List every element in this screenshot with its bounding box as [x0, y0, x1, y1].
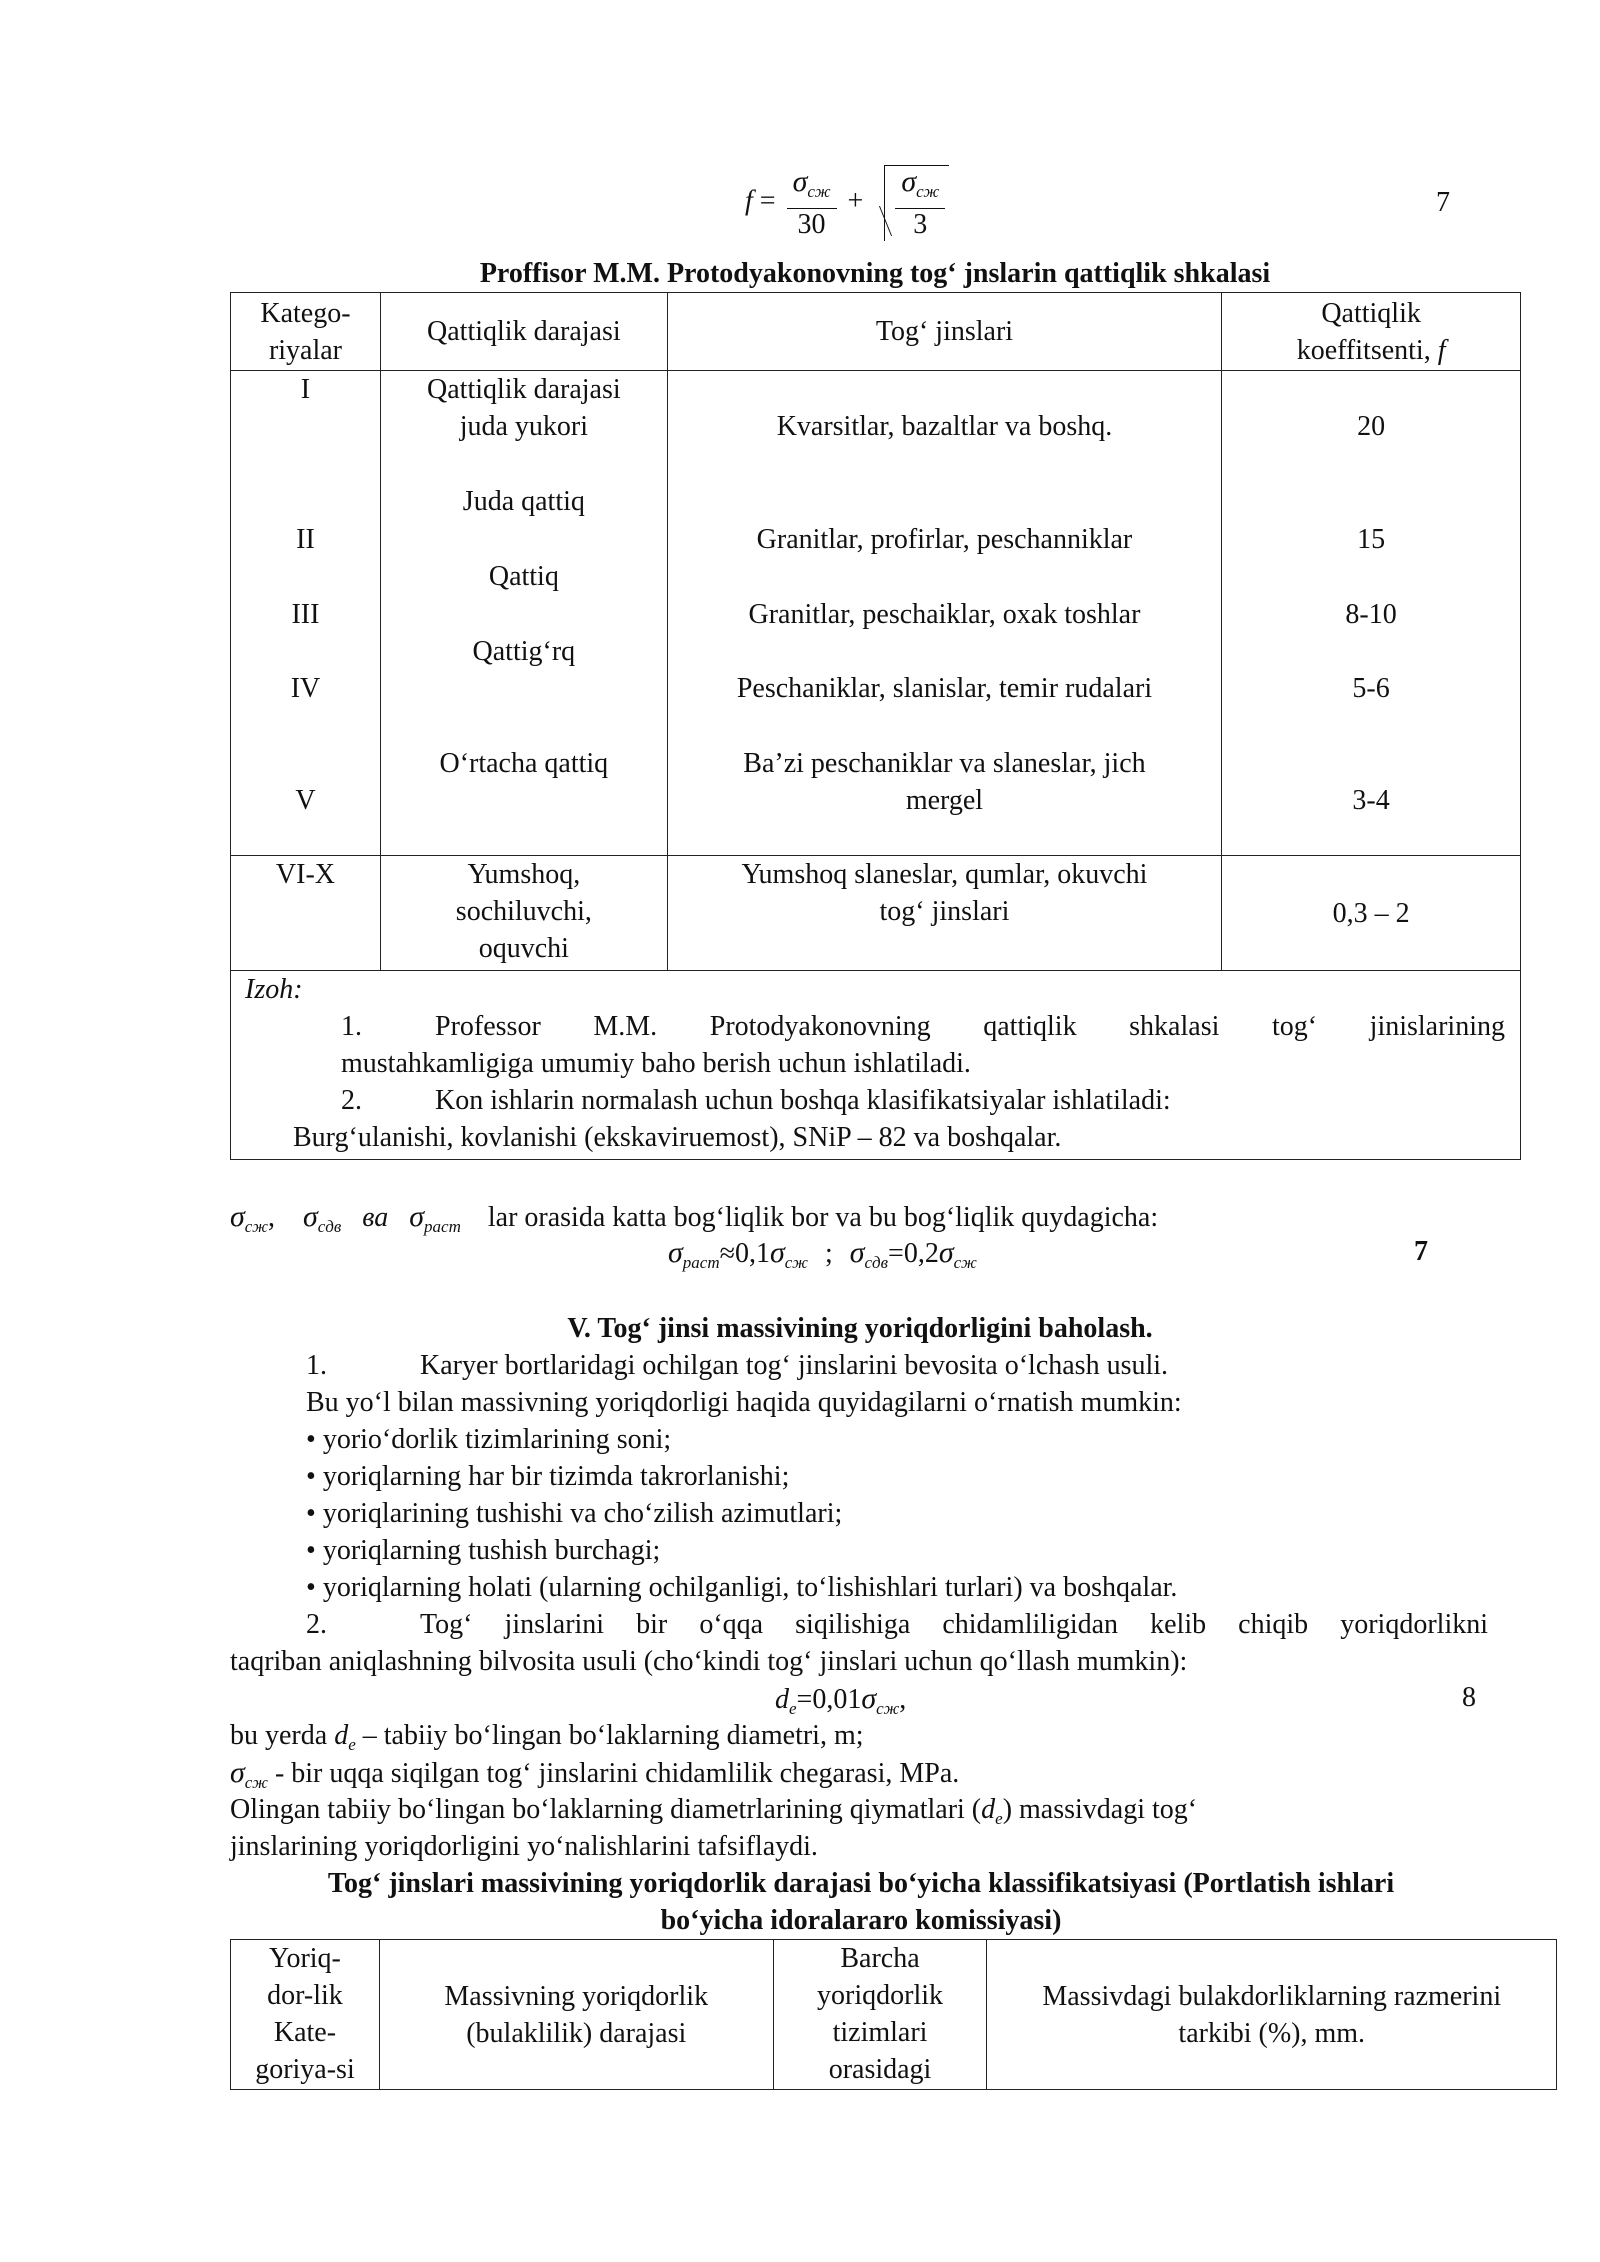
header-line: tizimlari: [832, 2017, 928, 2048]
header-line: dor-lik: [267, 1980, 343, 2011]
category-iii: III: [291, 599, 320, 630]
degree-line: Yumshoq,: [467, 859, 581, 890]
sigma-sub-szh: сж: [876, 1699, 900, 1718]
rock-line: Granitlar, peschaiklar, oxak toshlar: [748, 599, 1141, 630]
table-row-vi-x: [231, 856, 1521, 971]
table2-caption-line1: Tog‘ jinslari massivining yoriqdorlik darajasi bo‘yicha klassifikatsiyasi (Portlatish ishlari: [327, 1868, 1395, 1899]
where-pre: bu yerda: [230, 1720, 335, 1751]
denominator-30: 30: [797, 208, 826, 240]
formula-d: d: [775, 1684, 789, 1715]
degree-line: oquvchi: [478, 933, 569, 964]
degree-vi-x: [380, 856, 667, 971]
note2-text: Kon ishlarin normalash uchun boshqa klasifikatsiyalar ishlatiladi:: [435, 1085, 1171, 1116]
bullet-text: yoriqlarning holati (ularning ochilganligi, to‘lishishlari turlari) va boshqalar.: [322, 1572, 1178, 1603]
header-line: orasidagi: [828, 2054, 932, 2085]
rock-line: Granitlar, profirlar, peschanniklar: [756, 524, 1133, 555]
item1-text: Karyer bortlaridagi ochilgan tog‘ jinslarini bevosita o‘lchash usuli.: [420, 1350, 1169, 1381]
relation-separator: ;: [824, 1238, 833, 1269]
bullet-item: • yoriqlarning tushish burchagi;: [306, 1535, 661, 1566]
sigma-symbol: σ: [409, 1200, 425, 1233]
section5-intro: Bu yo‘l bilan massivning yoriqdorligi haqida quyidagilarni o‘rnatish mumkin:: [306, 1387, 1182, 1418]
coef-value: 15: [1357, 524, 1386, 555]
degree-line: Qattiq: [488, 561, 559, 592]
cell-coefs-i-v: [1222, 371, 1521, 856]
bullet-text: yoriqlarning tushish burchagi;: [322, 1535, 661, 1566]
header-line: Massivdagi bulakdorliklarning razmerini: [1042, 1980, 1502, 2012]
note1-number: 1.: [341, 1011, 362, 1042]
header-text: riyalar: [268, 334, 342, 366]
note1-line1: Professor M.M. Protodyakonovning qattiqlik shkalasi tog‘ jinislarining: [435, 1011, 1505, 1042]
header-line: tarkibi (%), mm.: [1178, 2017, 1366, 2049]
equation-number-7b: 7: [1414, 1236, 1428, 1267]
relation-eq: =0,2: [888, 1238, 939, 1269]
formula-comma: ,: [899, 1684, 907, 1715]
header-categories: [231, 293, 381, 371]
formula-fraction-2: [895, 166, 945, 241]
header-line: goriya-si: [255, 2054, 355, 2085]
relation-approx: ≈0,1: [719, 1238, 770, 1269]
header-text: Katego-: [260, 297, 351, 329]
header-block-size-composition: [987, 1940, 1557, 2090]
formula-f: f: [745, 185, 753, 217]
bullet-item: • yoriqlarning har bir tizimda takrorlanishi;: [306, 1461, 790, 1492]
rock-line: tog‘ jinslari: [879, 896, 1010, 927]
table1-caption: Proffisor M.M. Protodyakonovning tog‘ jnslarin qattiqlik shkalasi: [479, 258, 1271, 289]
va-word: ва: [362, 1202, 389, 1233]
rock-line: Kvarsitlar, bazaltlar va boshq.: [776, 411, 1113, 442]
formula-d: d: [334, 1720, 349, 1751]
note1-line2: mustahkamligiga umumiy baho berish uchun ishlatiladi.: [341, 1048, 971, 1079]
formula-d-sub: e: [789, 1699, 797, 1718]
sigma-symbol: σ: [861, 1682, 877, 1715]
cell-degrees-i-v: [380, 371, 667, 856]
item2-line1: Tog‘ jinslarini bir o‘qqa siqilishiga chidamliligidan kelib chiqib yoriqdorlikni: [420, 1609, 1488, 1640]
header-line: yoriqdorlik: [817, 1980, 944, 2011]
sigma-sub-szh: сж: [244, 1773, 268, 1792]
sigma-symbol: σ: [668, 1236, 683, 1269]
table2-header-row: [231, 1940, 1557, 2090]
sigma-sub-sdv: сдв: [317, 1217, 342, 1236]
bullet-item: • yoriqlarining tushishi va cho‘zilish azimutlari;: [306, 1498, 843, 1529]
relation-formula: [668, 1234, 977, 1281]
header-line: (bulaklilik) darajasi: [466, 2017, 687, 2049]
sigma-subscript: сж: [807, 181, 831, 201]
formula-eq: =: [759, 185, 776, 217]
header-fracture-degree: [379, 1940, 773, 2090]
header-between-systems: [773, 1940, 987, 2090]
formula-fraction-1: [787, 166, 837, 241]
fracture-classification-table: [230, 1939, 1557, 2090]
table-note-row: [231, 971, 1521, 1160]
para-pre: Olingan tabiiy bo‘lingan bo‘laklarning diametrlarining qiymatlari (: [230, 1794, 982, 1825]
note-title: Izoh:: [245, 974, 303, 1005]
sigma-sub-szh: сж: [244, 1217, 268, 1236]
sigma-symbol: σ: [230, 1200, 245, 1233]
sigma-def-text: - bir uqqa siqilgan tog‘ jinslarini chidamlilik chegarasi, MPa.: [267, 1758, 960, 1789]
coef-vi-x: 0,3 – 2: [1222, 856, 1521, 971]
sqrt-sign: [884, 165, 949, 241]
formula-d-sub: e: [995, 1809, 1003, 1828]
category-i: I: [300, 374, 311, 405]
degree-line: sochiluvchi,: [455, 896, 592, 927]
degree-line: O‘rtacha qattiq: [439, 748, 609, 779]
sigma-relation-line: $\sigma_{сж}$, $\sigma_{сдв}$ ва $\sigma_{раст}$ lar orasida katta bog‘liqlik bor va bu bog‘liqlik quydagicha:: [230, 1200, 1159, 1236]
header-symbol: f: [1437, 334, 1446, 366]
table2-caption-line2: bo‘yicha idoralararo komissiyasi): [660, 1905, 1062, 1936]
category-vi-x: VI-X: [231, 856, 381, 971]
bullet-item: • yorio‘dorlik tizimlarining soni;: [306, 1424, 672, 1455]
sigma-sub-szh: сж: [953, 1253, 977, 1272]
where-post: – tabiiy bo‘lingan bo‘laklarning diametri, m;: [355, 1720, 864, 1751]
item1-number: 1.: [306, 1350, 327, 1381]
sigma-symbol: σ: [938, 1236, 954, 1269]
equation-number-8: 8: [1462, 1682, 1476, 1713]
note3-text: Burg‘ulanishi, kovlanishi (ekskaviruemost), SNiP – 82 va boshqalar.: [293, 1122, 1062, 1153]
category-ii: II: [296, 524, 315, 555]
category-v: V: [295, 785, 316, 816]
header-line: Kate-: [273, 2017, 337, 2048]
table-row-i-v: [231, 371, 1521, 856]
sigma-sub-rast: раст: [424, 1217, 461, 1236]
section5-title: V. Tog‘ jinsi massivining yoriqdorligini baholash.: [567, 1313, 1153, 1344]
sigma-sub-szh: сж: [784, 1253, 808, 1272]
hardness-scale-table: [230, 292, 1521, 1160]
table-header-row: [231, 293, 1521, 371]
coef-value: 3-4: [1352, 785, 1390, 816]
cell-categories-i-v: [231, 371, 381, 856]
header-rocks: Tog‘ jinslari: [667, 293, 1221, 371]
header-text: koeffitsenti,: [1296, 334, 1438, 366]
degree-line: Juda qattiq: [462, 486, 585, 517]
para-post: ) massivdagi tog‘: [1002, 1794, 1198, 1825]
formula-d-sub: e: [348, 1735, 356, 1754]
header-line: Massivning yoriqdorlik: [444, 1980, 709, 2012]
sigma-sub-sdv: сдв: [864, 1253, 889, 1272]
header-line: Yoriq-: [269, 1943, 341, 1974]
degree-line: Qattiqlik darajasi: [427, 374, 621, 405]
sigma-subscript: сж: [916, 182, 940, 201]
item2-number: 2.: [306, 1609, 327, 1640]
relation-text: lar orasida katta bog‘liqlik bor va bu bog‘liqlik quydagicha:: [487, 1202, 1159, 1233]
bullet-item: • yoriqlarning holati (ularning ochilganligi, to‘lishishlari turlari) va boshqalar.: [306, 1572, 1178, 1603]
formula-hardness-coefficient: [745, 165, 949, 241]
header-text: Qattiqlik: [1321, 297, 1421, 329]
coef-value: 5-6: [1352, 673, 1390, 704]
sigma-symbol: σ: [770, 1236, 785, 1269]
rock-line: Ba’zi peschaniklar va slaneslar, jich: [743, 748, 1146, 779]
rock-line: Peschaniklar, slanislar, temir rudalari: [736, 673, 1153, 704]
formula-rhs: =0,01: [796, 1684, 862, 1715]
para-line2: jinslarining yoriqdorligini yo‘nalishlarini tafsiflaydi.: [230, 1831, 818, 1862]
bullet-text: yoriqlarining tushishi va cho‘zilish azimutlari;: [322, 1498, 843, 1529]
header-hardness-degree: Qattiqlik darajasi: [380, 293, 667, 371]
category-iv: IV: [290, 673, 321, 704]
note-cell: [231, 971, 1521, 1160]
item2-line2: taqriban aniqlashning bilvosita usuli (cho‘kindi tog‘ jinslari uchun qo‘llash mumkin):: [230, 1646, 1188, 1677]
header-line: Barcha: [840, 1943, 920, 1974]
note2-number: 2.: [341, 1085, 362, 1116]
rock-line: mergel: [905, 785, 984, 816]
sigma-symbol: σ: [230, 1756, 245, 1789]
sigma-symbol: σ: [901, 165, 917, 198]
denominator-3: 3: [913, 209, 928, 240]
equation-number-7: 7: [1436, 187, 1450, 218]
bullet-text: yoriqlarning har bir tizimda takrorlanishi;: [322, 1461, 790, 1492]
formula-d: d: [981, 1794, 996, 1825]
sigma-symbol: σ: [792, 164, 808, 198]
coef-value: 8-10: [1345, 599, 1397, 630]
cell-rocks-i-v: [667, 371, 1221, 856]
coef-value: 20: [1357, 411, 1386, 442]
header-coefficient: [1222, 293, 1521, 371]
sigma-symbol: σ: [849, 1236, 865, 1269]
degree-line: juda yukori: [459, 411, 588, 442]
formula-plus: +: [847, 185, 864, 217]
rock-line: Yumshoq slaneslar, qumlar, okuvchi: [741, 859, 1148, 890]
sigma-sub-rast: раст: [682, 1253, 720, 1272]
degree-line: Qattig‘rq: [472, 636, 576, 667]
rocks-vi-x: [667, 856, 1221, 971]
bullet-text: yorio‘dorlik tizimlarining soni;: [322, 1424, 672, 1455]
sigma-symbol: σ: [302, 1200, 318, 1233]
header-fracture-category: [231, 1940, 380, 2090]
